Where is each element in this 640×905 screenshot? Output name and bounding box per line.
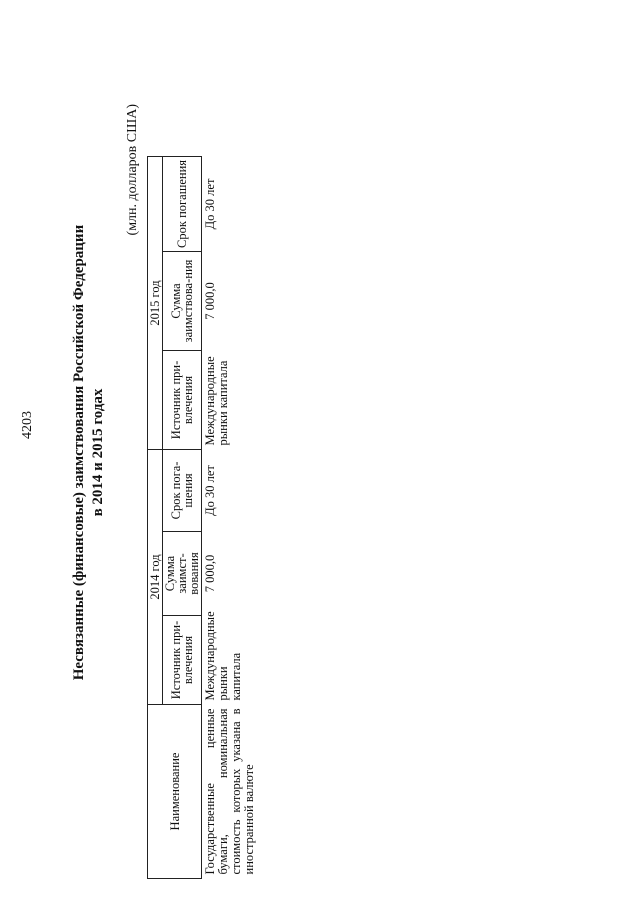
row-term-2015: До 30 лет bbox=[203, 178, 217, 230]
document-title-line-1: Несвязанные (финансовые) заимствования Российской Федерации bbox=[71, 224, 87, 681]
header-source-2015: Источник при-влечения bbox=[163, 350, 202, 449]
header-term-2015: Срок погашения bbox=[163, 156, 202, 251]
header-amount-2015: Сумма заимствова-ния bbox=[163, 251, 202, 350]
row-term-2014: До 30 лет bbox=[203, 465, 217, 516]
page-number: 4203 bbox=[20, 411, 35, 439]
header-row-years bbox=[148, 156, 163, 878]
header-amount-2014: Сумма заимст-вования bbox=[163, 532, 202, 616]
row-source-2015: Международные рынки капитала bbox=[203, 356, 230, 446]
header-name: Наименование bbox=[148, 705, 202, 879]
table-row bbox=[202, 156, 259, 878]
document-title-line-2: в 2014 и 2015 годах bbox=[90, 388, 106, 517]
borrowings-table bbox=[147, 156, 258, 879]
header-year-2015: 2015 год bbox=[148, 156, 163, 449]
row-amount-2014: 7 000,0 bbox=[203, 554, 217, 593]
header-source-2014: Источник при-влечения bbox=[163, 616, 202, 705]
row-name: Государственные ценные бумаги, номинальная стоимость которых указана в иностранной валюте bbox=[203, 708, 256, 875]
header-term-2014: Срок пога-шения bbox=[163, 449, 202, 531]
row-source-2014: Международные рынки капитала bbox=[203, 611, 243, 701]
row-amount-2015: 7 000,0 bbox=[203, 282, 217, 320]
units-label: (млн. долларов США) bbox=[125, 104, 140, 236]
header-year-2014: 2014 год bbox=[148, 449, 163, 704]
